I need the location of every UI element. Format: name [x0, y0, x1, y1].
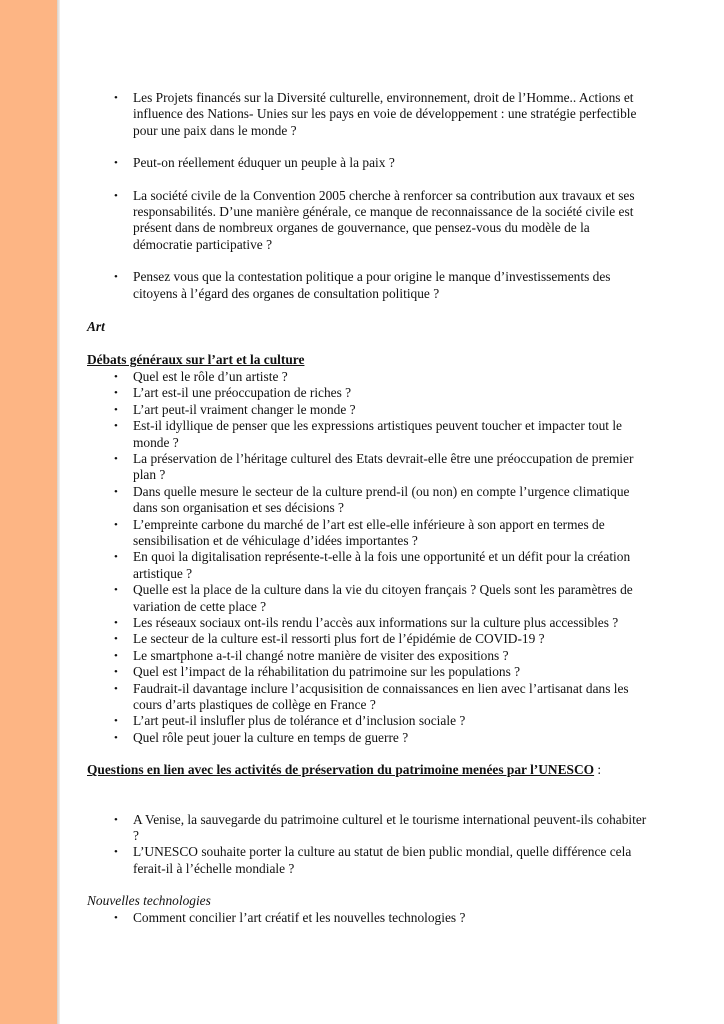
unesco-heading: Questions en lien avec les activités de préservation du patrimoine menées par l’UNESCO	[87, 762, 595, 778]
bullet-icon: •	[114, 485, 118, 498]
list-item: • Faudrait-il davantage inclure l’acqusisition de connaissances en lien avec l’artisanat dans les cours d’arts plastiques de collège en France ?	[114, 680, 629, 712]
document-page	[87, 90, 647, 926]
bullet-icon: •	[114, 649, 118, 662]
list-item: • Dans quelle mesure le secteur de la culture prend-il (ou non) en compte l’urgence climatique dans son organisation et ses décisions ?	[114, 483, 630, 516]
list-item: • Quelle est la place de la culture dans la vie du citoyen français ? Quels sont les paramètres de variation de cette place ?	[114, 582, 633, 614]
bullet-icon: •	[114, 452, 118, 465]
section-title-art: Art	[87, 319, 105, 335]
bullet-icon: •	[114, 387, 118, 400]
unesco-questions-list	[87, 812, 647, 878]
list-item: • L’UNESCO souhaite porter la culture au statut de bien public mondial, quelle différence cela ferait-il à l’échelle mondiale ?	[114, 844, 632, 876]
bullet-icon: •	[114, 370, 118, 383]
new-tech-heading: Nouvelles technologies	[87, 893, 211, 909]
unesco-heading-line	[87, 762, 647, 778]
bullet-icon: •	[114, 584, 118, 597]
bullet-icon: •	[114, 633, 118, 646]
bullet-icon: •	[114, 157, 118, 170]
list-item: • L’art peut-il vraiment changer le monde ?	[114, 401, 356, 417]
unesco-heading-suffix: :	[594, 762, 602, 778]
list-item: • Peut-on réellement éduquer un peuple à la paix ?	[114, 155, 395, 171]
bullet-icon: •	[114, 271, 118, 284]
list-item: • Le secteur de la culture est-il ressorti plus fort de l’épidémie de COVID-19 ?	[114, 631, 545, 647]
general-debates-list	[87, 369, 647, 746]
bullet-icon: •	[114, 551, 118, 564]
bullet-icon: •	[114, 846, 118, 859]
bullet-icon: •	[114, 616, 118, 629]
list-item: • Les Projets financés sur la Diversité culturelle, environnement, droit de l’Homme.. Actions et influence des Nations- Unies sur les pays en voie de développement : une stratégie perfectible pour une paix dans le monde ?	[114, 90, 637, 138]
list-item: • L’art est-il une préoccupation de riches ?	[114, 385, 352, 401]
bullet-icon: •	[114, 731, 118, 744]
general-debates-heading: Débats généraux sur l’art et la culture	[87, 352, 305, 368]
list-item: • Quel est l’impact de la réhabilitation du patrimoine sur les populations ?	[114, 664, 521, 680]
bullet-icon: •	[114, 813, 118, 826]
list-item: • En quoi la digitalisation représente-t-elle à la fois une opportunité et un défit pour la création artistique ?	[114, 549, 631, 581]
new-tech-list	[87, 910, 647, 926]
list-item: • Est-il idyllique de penser que les expressions artistiques peuvent toucher et impacter tout le monde ?	[114, 418, 622, 450]
bullet-icon: •	[114, 911, 118, 924]
bullet-icon: •	[114, 666, 118, 679]
list-item: • Quel est le rôle d’un artiste ?	[114, 368, 288, 384]
list-item: • L’empreinte carbone du marché de l’art est elle-elle inférieure à son apport en termes de sensibilisation et de véhiculage d’idées importantes ?	[114, 516, 605, 548]
list-item: • Le smartphone a-t-il changé notre manière de visiter des expositions ?	[114, 647, 509, 663]
list-item: • L’art peut-il inslufler plus de tolérance et d’inclusion sociale ?	[114, 713, 466, 729]
list-item: • Comment concilier l’art créatif et les nouvelles technologies ?	[114, 909, 466, 925]
bullet-icon: •	[114, 403, 118, 416]
list-item: • Quel rôle peut jouer la culture en temps de guerre ?	[114, 729, 409, 745]
side-margin-bar	[0, 0, 57, 1024]
bullet-icon: •	[114, 682, 118, 695]
bullet-icon: •	[114, 92, 118, 104]
list-item: • La société civile de la Convention 2005 cherche à renforcer sa contribution aux travaux et ses responsabilités. D’une manière générale, ce manque de reconnaissance de la société civile est présent dans de nombreux organes de gouvernance, que pensez-vous du modèle de la démocratie participative ?	[114, 187, 635, 252]
intro-questions-list	[87, 90, 647, 302]
list-item: • A Venise, la sauvegarde du patrimoine culturel et le tourisme international peuvent-ils cohabiter ?	[114, 811, 647, 844]
bullet-icon: •	[114, 189, 118, 202]
bullet-icon: •	[114, 518, 118, 531]
list-item: • La préservation de l’héritage culturel des Etats devrait-elle être une préoccupation de premier plan ?	[114, 450, 634, 483]
page-edge-shadow	[57, 0, 60, 1024]
list-item: • Les réseaux sociaux ont-ils rendu l’accès aux informations sur la culture plus accessibles ?	[114, 614, 619, 630]
bullet-icon: •	[114, 715, 118, 728]
list-item: • Pensez vous que la contestation politique a pour origine le manque d’investissements des citoyens à l’égard des organes de consultation politique ?	[114, 269, 611, 301]
bullet-icon: •	[114, 420, 118, 433]
